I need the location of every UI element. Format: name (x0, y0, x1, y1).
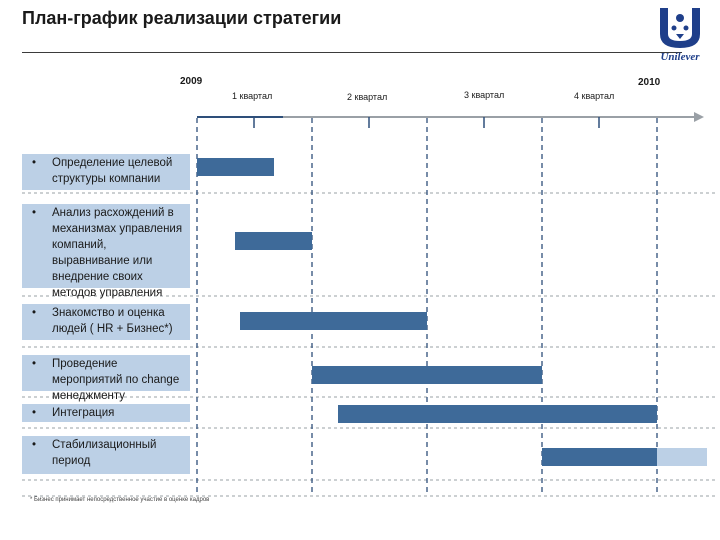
bullet-icon: • (32, 207, 37, 219)
bullet-icon: • (32, 157, 37, 169)
footnote: * Бизнес принимает непосредственное участие в оценке кадров (30, 497, 210, 503)
task-label: Знакомство и оценка людей ( HR + Бизнес*) (52, 307, 173, 335)
bullet-icon: • (32, 358, 37, 370)
task-bar (338, 405, 657, 423)
page-title: План-график реализации стратегии (22, 8, 342, 28)
bullet-icon: • (32, 407, 37, 419)
task-bar (312, 366, 542, 384)
task-label: Определение целевой структуры компании (52, 157, 173, 185)
task-label: Стабилизационный период (52, 439, 157, 467)
timeline-arrow-icon (694, 112, 704, 122)
quarter-label: 1 квартал (232, 91, 273, 101)
bullet-icon: • (32, 307, 37, 319)
task-bar (235, 232, 312, 250)
task-label: Проведение мероприятий по change менеджменту (52, 358, 180, 402)
quarter-label: 4 квартал (574, 91, 615, 101)
task-label-box (22, 304, 190, 340)
quarter-label: 2 квартал (347, 92, 388, 102)
bullet-icon: • (32, 439, 37, 451)
task-label: Интеграция (52, 407, 115, 419)
year-end-label: 2010 (638, 77, 661, 88)
svg-text:Unilever: Unilever (660, 51, 700, 63)
task-label-box (22, 204, 190, 299)
task-label: Анализ расхождений в механизмах управления компаний, выравнивание или внедрение своих методов управления (52, 207, 183, 299)
quarter-label: 3 квартал (464, 90, 505, 100)
task-label-box (22, 154, 190, 190)
task-label-box (22, 404, 190, 422)
year-start-label: 2009 (180, 76, 203, 87)
task-bar (240, 312, 427, 330)
task-label-box (22, 436, 190, 474)
task-bar (197, 158, 274, 176)
task-bar-extension (657, 448, 707, 466)
task-label-box (22, 355, 190, 402)
task-bar (542, 448, 657, 466)
